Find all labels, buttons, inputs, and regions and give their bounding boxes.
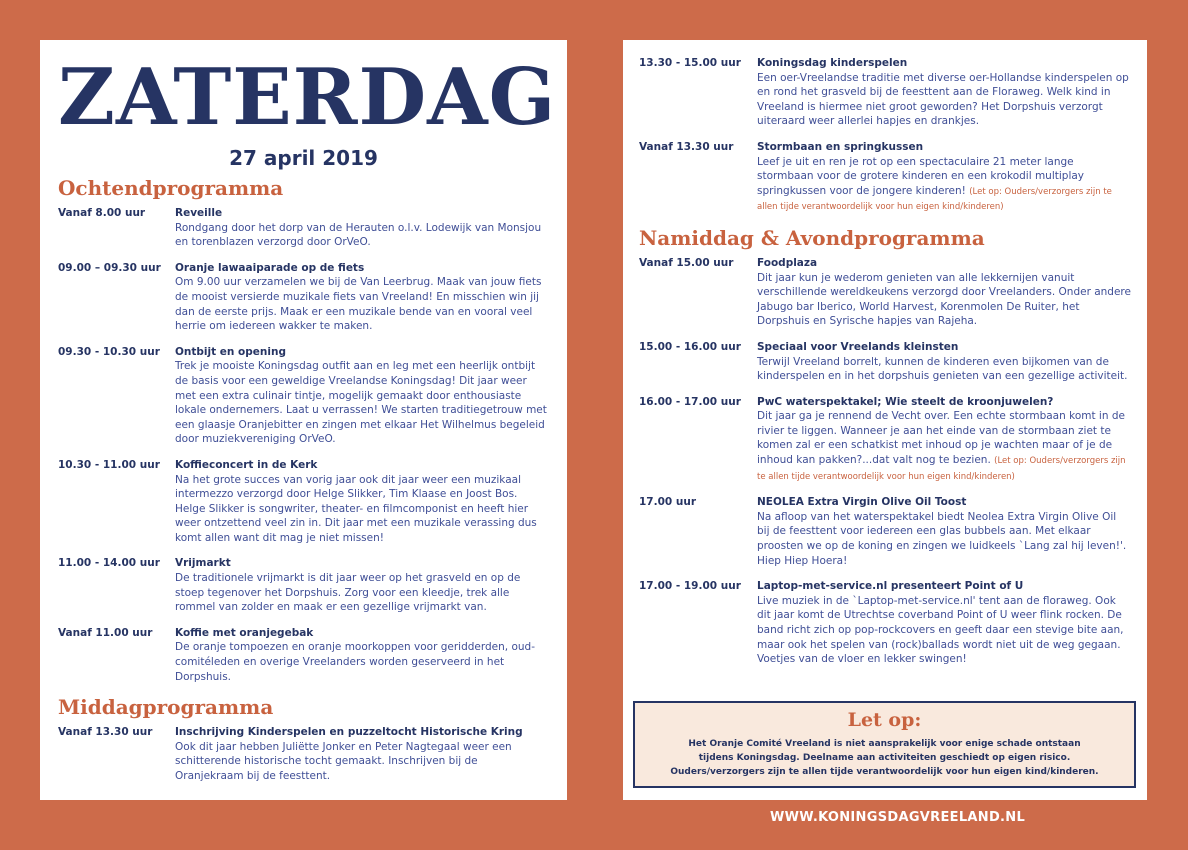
event-time: 17.00 uur: [639, 496, 696, 509]
event-description: Terwijl Vreeland borrelt, kunnen de kinderen even bijkomen van de kinderspelen en in het dorpshuis genieten van een gezellige activiteit.: [757, 355, 1128, 383]
event-description: De traditionele vrijmarkt is dit jaar weer op het grasveld en op de stoep tegenover het Dorpshuis. Zorg voor een kleedje, trek alle rommel van zolder en maak er een gezellige vrijmarkt van.: [175, 572, 521, 614]
event-description: Om 9.00 uur verzamelen we bij de Van Leerbrug. Maak van jouw fiets de mooist versierde muzikale fiets van Vreeland! En misschien win jij dan de eerste prijs. Maak er een muzikale bende van en vooral veel herrie om iedereen wakker te maken.: [175, 276, 542, 333]
event-description: De oranje tompoezen en oranje moorkoppen voor geridderden, oud-comitéleden en overige Vreelanders worden geserveerd in het Dorpshuis.: [175, 641, 535, 683]
event-content: [175, 206, 549, 250]
disclaimer-line: Het Oranje Comité Vreeland is niet aansprakelijk voor enige schade ontstaan: [688, 739, 1081, 749]
event-title: PwC waterspektakel; Wie steelt de kroonjuwelen?: [757, 395, 1054, 408]
event-time: 11.00 - 14.00 uur: [58, 557, 160, 570]
left-page: [40, 40, 567, 800]
event-item: [58, 725, 549, 783]
event-description: Een oer-Vreelandse traditie met diverse oer-Hollandse kinderspelen op en rond het grasveld bij de feesttent aan de Floraweg. Welk kind in Vreeland is hiermee niet groot geworden? Het Dorpshuis verzorgt uiteraard weer allerlei hapjes en drankjes.: [757, 71, 1129, 128]
event-title: Stormbaan en springkussen: [757, 140, 924, 153]
event-item: [58, 261, 549, 334]
event-content: [175, 458, 549, 546]
event-content: [175, 556, 549, 614]
event-time: 16.00 - 17.00 uur: [639, 395, 741, 408]
event-item: [639, 140, 1131, 215]
event-content: [757, 340, 1131, 384]
event-time: Vanaf 8.00 uur: [58, 207, 146, 219]
event-item: [639, 340, 1131, 384]
event-description: Na afloop van het waterspektakel biedt Neolea Extra Virgin Olive Oil bij de feesttent voor iedereen een glas bubbels aan. Met elkaar proosten we op de koning en zingen we luidkeels `Lang zal hij leven!'. Hiep Hiep Hoera!: [757, 510, 1127, 567]
event-time: Vanaf 13.30 uur: [639, 140, 734, 153]
event-description: Dit jaar kun je wederom genieten van alle lekkernijen vanuit verschillende wereldkeukens verzorgd door Vreelanders. Onder andere Jabugo bar Iberico, World Harvest, Korenmolen De Ruiter, het Dorpshuis en Syrische hapjes van Rajeha.: [757, 271, 1131, 328]
event-content: [757, 140, 1131, 215]
event-content: [757, 256, 1131, 329]
event-title: Koffie met oranjegebak: [175, 626, 314, 639]
event-title: Foodplaza: [757, 256, 818, 269]
disclaimer-title: Let op:: [847, 709, 922, 731]
event-time: Vanaf 13.30 uur: [58, 726, 153, 739]
disclaimer-line: Ouders/verzorgers zijn te allen tijde verantwoordelijk voor hun eigen kind/kinderen.: [670, 767, 1099, 777]
parent-responsibility-note: (Let op: Ouders/verzorgers zijn te allen tijde verantwoordelijk voor hun eigen kind/kinderen): [757, 456, 1126, 482]
event-content: [175, 725, 549, 783]
event-item: [639, 579, 1131, 667]
event-time: 10.30 - 11.00 uur: [58, 458, 160, 471]
event-title: Koningsdag kinderspelen: [757, 57, 908, 69]
event-item: [58, 626, 549, 684]
event-item: [639, 395, 1131, 485]
website-link[interactable]: WWW.KONINGSDAGVREELAND.NL: [770, 810, 1026, 825]
event-description: Live muziek in de `Laptop-met-service.nl' tent aan de floraweg. Ook dit jaar komt de Utrechtse coverband Point of U weer flink rocken. De band richt zich op pop-rockcovers en geeft daar een stevige bite aan, maar ook het spelen van (rock)ballads wordt niet uit de weg gegaan. Voetjes van de vloer en lekker swingen!: [757, 594, 1124, 666]
parent-responsibility-note: (Let op: Ouders/verzorgers zijn te allen tijde verantwoordelijk voor hun eigen kind/kinderen): [757, 186, 1112, 213]
event-title: Laptop-met-service.nl presenteert Point of U: [757, 580, 1024, 593]
event-item: [639, 495, 1131, 568]
event-title: Inschrijving Kinderspelen en puzzeltocht Historische Kring: [175, 726, 523, 739]
event-description: Trek je mooiste Koningsdag outfit aan en leg met een heerlijk ontbijt de basis voor een geweldige Vreelandse Koningsdag! Dit jaar weer met een extra culinair tintje, mogelijk gemaakt door enthousiaste lokale ondernemers. Laat u verrassen! We starten traditiegetrouw met een glaasje Oranjebitter en zingen met elkaar Het Wilhelmus begeleid door muziekvereniging OrVeO.: [175, 360, 547, 446]
event-time: Vanaf 11.00 uur: [58, 626, 153, 639]
event-description: Na het grote succes van vorig jaar ook dit jaar weer een muzikaal intermezzo verzorgd door Helge Slikker, Tim Klaase en Joost Bos. Helge Slikker is songwriter, theater- en filmcomponist en heeft hier weer ontzettend veel zin in. Dit jaar met een muzikale verassing dus komt allen want dit mag je niet missen!: [175, 473, 537, 544]
event-item: [639, 256, 1131, 329]
afternoon-heading: Namiddag & Avondprogramma: [639, 225, 985, 250]
morning-heading: Ochtendprogramma: [58, 176, 284, 200]
event-item: [58, 556, 549, 614]
event-title: NEOLEA Extra Virgin Olive Oil Toost: [757, 496, 967, 509]
event-title: Vrijmarkt: [175, 557, 231, 570]
event-content: [175, 261, 549, 334]
event-title: Koffieconcert in de Kerk: [175, 458, 318, 471]
event-content: [757, 56, 1131, 129]
event-title: Ontbijt en opening: [175, 345, 286, 358]
event-content: [175, 626, 549, 684]
event-content: [757, 579, 1131, 667]
morning-events: [58, 206, 549, 684]
event-description-text: Leef je uit en ren je rot op een spectaculaire 21 meter lange stormbaan voor de grotere kinderen en een krokodil multiplay springkussen voor de jongere kinderen!: [757, 155, 1085, 197]
event-item: [58, 206, 549, 250]
right-page: [623, 40, 1147, 800]
event-description: [757, 409, 1131, 484]
event-date: 27 april 2019: [229, 146, 378, 170]
disclaimer-box: [633, 701, 1136, 788]
disclaimer-line: tijdens Koningsdag. Deelname aan activiteiten geschiedt op eigen risico.: [698, 753, 1071, 763]
event-time: 17.00 - 19.00 uur: [639, 580, 741, 593]
event-title: Oranje lawaaiparade op de fiets: [175, 261, 365, 274]
event-description: Rondgang door het dorp van de Herauten o.l.v. Lodewijk van Monsjou en torenblazen verzorgd door OrVeO.: [175, 221, 542, 249]
event-time: 15.00 - 16.00 uur: [639, 340, 741, 353]
event-time: Vanaf 15.00 uur: [639, 256, 734, 269]
event-content: [175, 345, 549, 447]
page-title: ZATERDAG: [58, 52, 557, 143]
event-time: 13.30 - 15.00 uur: [639, 57, 741, 69]
midday-heading: Middagprogramma: [58, 695, 274, 720]
event-content: [757, 495, 1131, 568]
event-time: 09.30 - 10.30 uur: [58, 345, 160, 358]
event-time: 09.00 – 09.30 uur: [58, 261, 161, 274]
event-title: Reveille: [175, 207, 223, 219]
event-item: [58, 345, 549, 447]
event-content: [757, 395, 1131, 485]
event-item: [639, 56, 1131, 129]
event-title: Speciaal voor Vreelands kleinsten: [757, 340, 959, 353]
event-item: [58, 458, 549, 546]
event-description: [757, 155, 1131, 215]
event-description: Ook dit jaar hebben Juliëtte Jonker en Peter Nagtegaal weer een schitterende historische tocht gemaakt. Inschrijven bij de Oranjekraam bij de feesttent.: [175, 740, 512, 782]
event-description-text: Dit jaar ga je rennend de Vecht over. Een echte stormbaan komt in de rivier te liggen. Wanneer je aan het einde van de stormbaan ziet te komen zal er een schatkist met inhoud op je wachten maar of je de inhoud kan pakken?...dat valt nog te bezien.: [757, 410, 1125, 467]
